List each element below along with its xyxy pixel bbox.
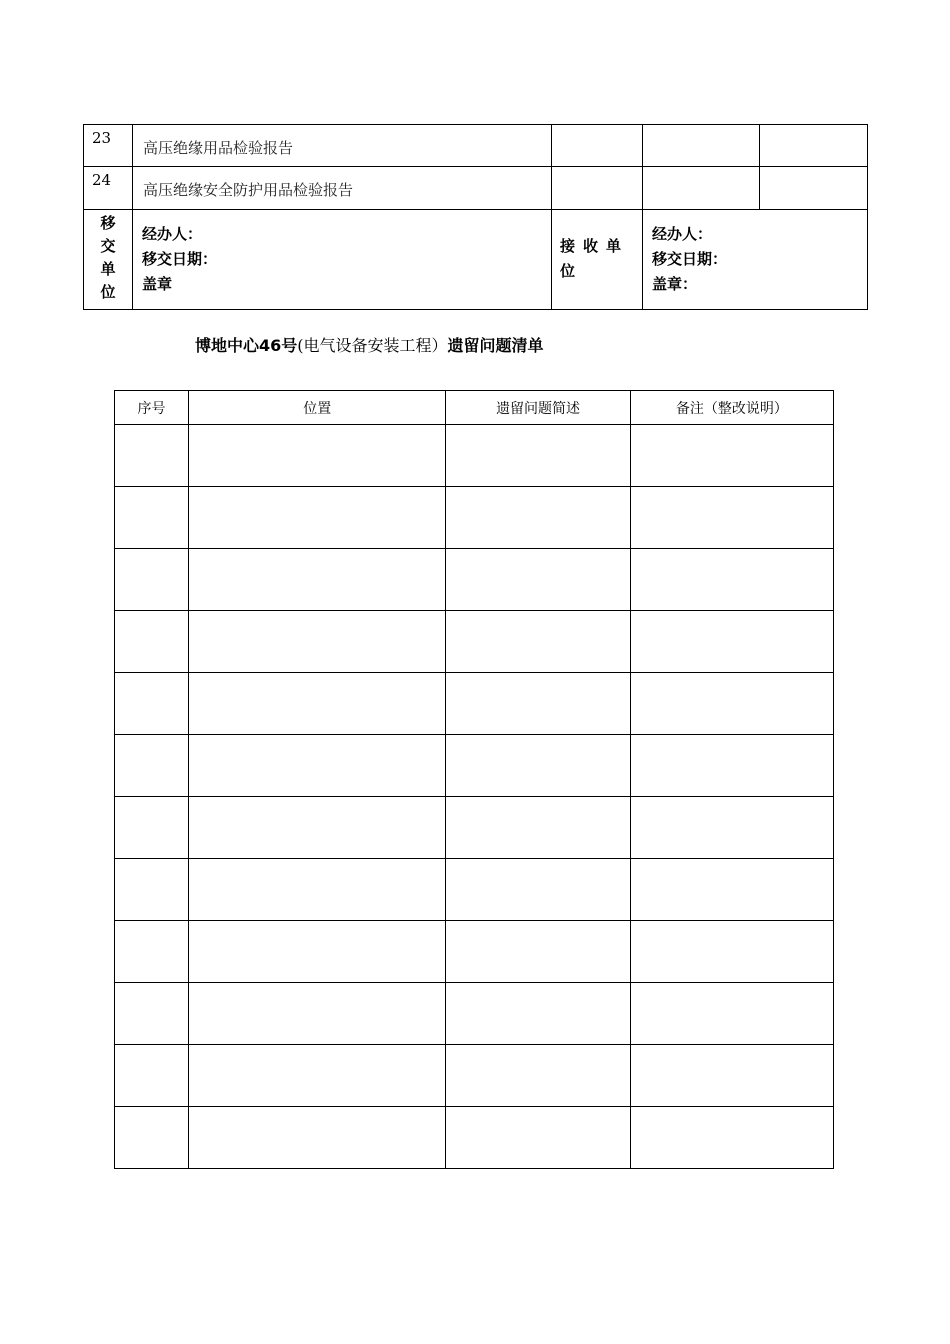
- empty-cell: [630, 859, 833, 921]
- handover-table: [83, 124, 868, 310]
- empty-cell: [115, 735, 189, 797]
- table-row: [115, 859, 834, 921]
- empty-cell: [446, 425, 630, 487]
- empty-cell: [115, 611, 189, 673]
- empty-cell: [446, 921, 630, 983]
- empty-cell: [643, 167, 760, 210]
- empty-cell: [446, 673, 630, 735]
- empty-cell: [189, 797, 446, 859]
- row-number: 23: [84, 125, 133, 167]
- receive-unit-label: 接收单 位: [552, 210, 643, 310]
- table-row: [115, 425, 834, 487]
- empty-cell: [189, 425, 446, 487]
- empty-cell: [552, 125, 643, 167]
- receive-signature: 经办人： 移交日期： 盖章：: [643, 210, 868, 310]
- table-header-row: [115, 391, 834, 425]
- transfer-unit-label: 移 交 单 位: [84, 210, 133, 310]
- table-row: [115, 797, 834, 859]
- empty-cell: [189, 1107, 446, 1169]
- empty-cell: [552, 167, 643, 210]
- table-row: [115, 921, 834, 983]
- empty-cell: [189, 735, 446, 797]
- table-row: [115, 673, 834, 735]
- empty-cell: [115, 487, 189, 549]
- item-name: 高压绝缘用品检验报告: [133, 125, 552, 167]
- header-remarks: 备注（整改说明）: [630, 391, 833, 425]
- header-seq: 序号: [115, 391, 189, 425]
- empty-cell: [446, 983, 630, 1045]
- page-title: 博地中心46号(电气设备安装工程）遗留问题清单: [195, 336, 544, 355]
- empty-cell: [760, 125, 868, 167]
- empty-cell: [630, 673, 833, 735]
- empty-cell: [446, 859, 630, 921]
- empty-cell: [189, 549, 446, 611]
- item-name: 高压绝缘安全防护用品检验报告: [133, 167, 552, 210]
- table-row: [115, 1045, 834, 1107]
- empty-cell: [630, 549, 833, 611]
- empty-cell: [115, 673, 189, 735]
- empty-cell: [189, 1045, 446, 1107]
- empty-cell: [630, 797, 833, 859]
- empty-cell: [115, 859, 189, 921]
- empty-cell: [115, 983, 189, 1045]
- issues-table: [114, 390, 834, 1169]
- table-row: [115, 735, 834, 797]
- empty-cell: [189, 921, 446, 983]
- empty-cell: [446, 797, 630, 859]
- row-number: 24: [84, 167, 133, 210]
- signature-row: [84, 210, 868, 310]
- table-row: [115, 487, 834, 549]
- empty-cell: [643, 125, 760, 167]
- empty-cell: [446, 611, 630, 673]
- empty-cell: [446, 735, 630, 797]
- empty-cell: [115, 797, 189, 859]
- empty-cell: [630, 425, 833, 487]
- empty-cell: [630, 1107, 833, 1169]
- empty-cell: [189, 859, 446, 921]
- empty-cell: [189, 487, 446, 549]
- empty-cell: [760, 167, 868, 210]
- transfer-signature: 经办人： 移交日期： 盖章: [133, 210, 552, 310]
- empty-cell: [446, 1107, 630, 1169]
- empty-cell: [189, 611, 446, 673]
- issues-body: [115, 425, 834, 1169]
- table-row: [84, 125, 868, 167]
- header-location: 位置: [189, 391, 446, 425]
- empty-cell: [115, 1107, 189, 1169]
- empty-cell: [189, 983, 446, 1045]
- empty-cell: [630, 487, 833, 549]
- table-row: [115, 983, 834, 1045]
- empty-cell: [446, 1045, 630, 1107]
- empty-cell: [115, 1045, 189, 1107]
- empty-cell: [115, 425, 189, 487]
- empty-cell: [189, 673, 446, 735]
- empty-cell: [630, 921, 833, 983]
- empty-cell: [630, 983, 833, 1045]
- empty-cell: [115, 921, 189, 983]
- table-row: [115, 1107, 834, 1169]
- empty-cell: [115, 549, 189, 611]
- table-row: [115, 549, 834, 611]
- empty-cell: [630, 1045, 833, 1107]
- header-description: 遗留问题简述: [446, 391, 630, 425]
- empty-cell: [446, 487, 630, 549]
- empty-cell: [630, 735, 833, 797]
- table-row: [115, 611, 834, 673]
- empty-cell: [446, 549, 630, 611]
- empty-cell: [630, 611, 833, 673]
- table-row: [84, 167, 868, 210]
